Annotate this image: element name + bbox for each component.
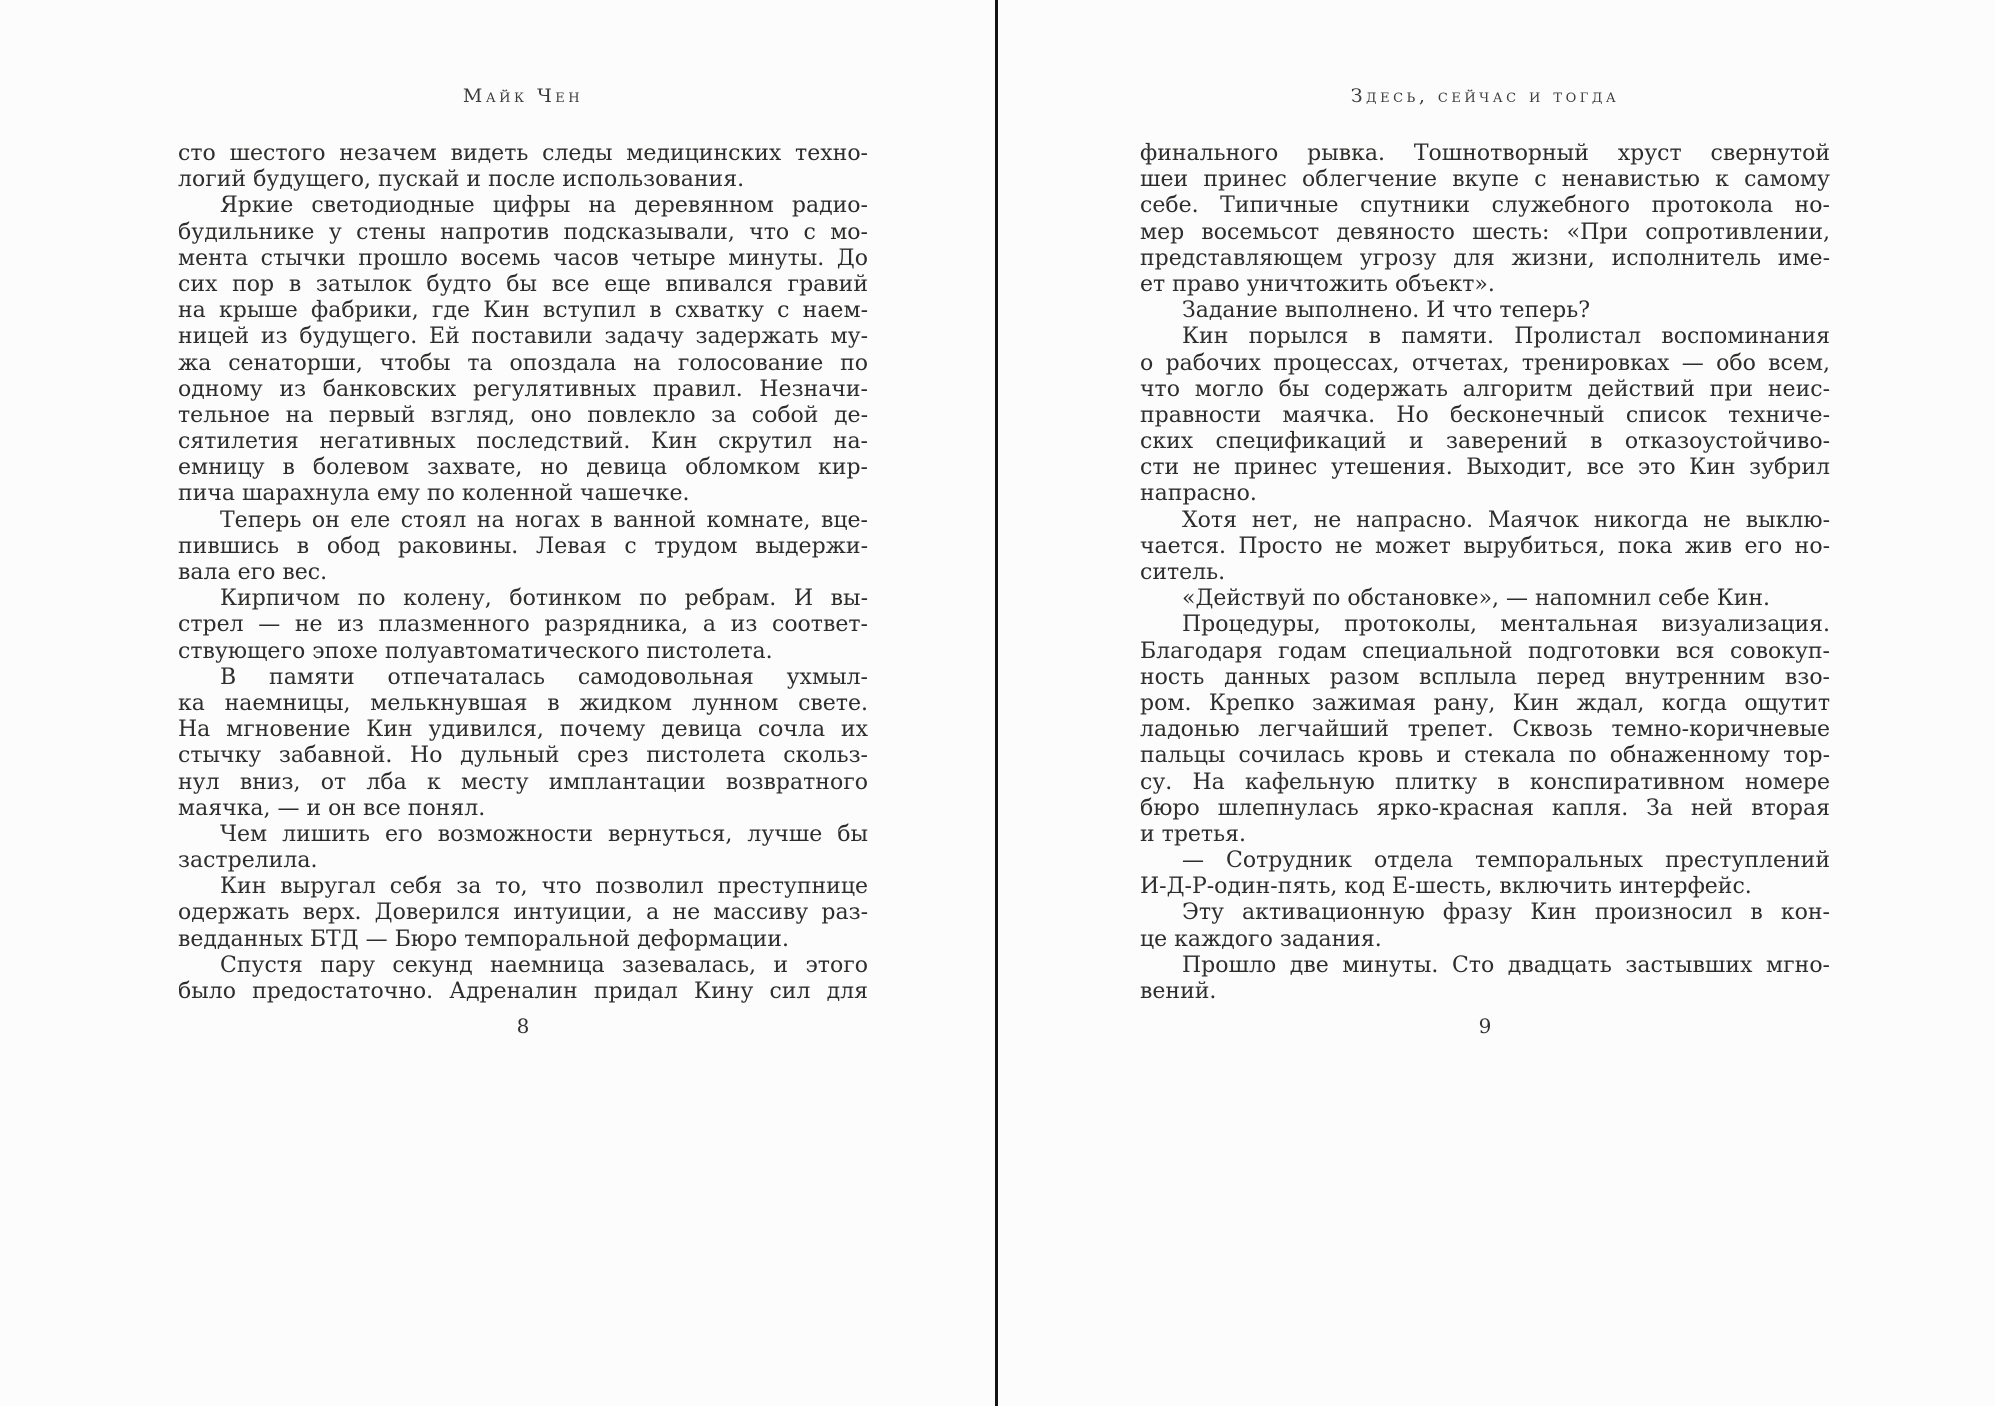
text-line: на крыше фабрики, где Кин вступил в схватку с наем- (178, 298, 868, 324)
text-line: ских спецификаций и заверений в отказоустойчиво- (1140, 429, 1830, 455)
text-line: сто шестого незачем видеть следы медицинских техно- (178, 141, 868, 166)
text-line: и третья. (1140, 821, 1246, 847)
page-number-right: 9 (1478, 1014, 1492, 1038)
text-line: сти не принес утешения. Выходит, все это Кин зубрил (1140, 455, 1830, 481)
text-line: что могло бы содержать алгоритм действий при неис- (1140, 376, 1830, 402)
text-line: ладонью легчайший трепет. Сквозь темно-коричневые (1140, 717, 1830, 743)
text-line: правности маячка. Но бесконечный список техниче- (1140, 402, 1830, 428)
page-left (0, 0, 997, 1406)
text-line: себе. Типичные спутники служебного протокола но- (1140, 193, 1830, 219)
text-line: ром. Крепко зажимая рану, Кин ждал, когда ощутит (1140, 690, 1830, 716)
text-line: стрел — не из плазменного разрядника, а из соответ- (178, 612, 868, 638)
text-line: И-Д-Р-один-пять, код Е-шесть, включить интерфейс. (1140, 874, 1752, 900)
text-line: пившись в обод раковины. Левая с трудом выдержи- (178, 533, 868, 559)
running-header-title: Здесь, сейчас и тогда (1350, 85, 1620, 107)
text-line: вений. (1140, 979, 1217, 1004)
text-line: Спустя пару секунд наемница зазевалась, и этого (220, 952, 868, 978)
text-line: Яркие светодиодные цифры на деревянном радио- (220, 193, 868, 219)
text-line: мента стычки прошло восемь часов четыре минуты. До (178, 245, 868, 271)
text-line: напрасно. (1140, 481, 1257, 507)
text-line: было предостаточно. Адреналин придал Кину сил для (178, 979, 868, 1004)
text-block-left (178, 141, 868, 1005)
text-line: о рабочих процессах, отчетах, тренировках — обо всем, (1140, 350, 1830, 376)
text-line: «Действуй по обстановке», — напомнил себе Кин. (1182, 586, 1771, 612)
text-line: ет право уничтожить объект». (1140, 271, 1495, 297)
text-line: Благодаря годам специальной подготовки вся совокуп- (1140, 638, 1830, 664)
text-line: Теперь он еле стоял на ногах в ванной комнате, вце- (220, 507, 868, 533)
text-line: ствующего эпохе полуавтоматического пистолета. (178, 638, 773, 664)
text-line: пича шарахнула ему по коленной чашечке. (178, 481, 690, 507)
text-line: финального рывка. Тошнотворный хруст свернутой (1140, 141, 1830, 166)
text-line: Процедуры, протоколы, ментальная визуализация. (1182, 612, 1830, 638)
text-line: це каждого задания. (1140, 926, 1382, 952)
text-line: На мгновение Кин удивился, почему девица сочла их (178, 717, 868, 743)
text-line: Кирпичом по колену, ботинком по ребрам. И вы- (220, 586, 868, 612)
text-line: чается. Просто не может вырубиться, пока жив его но- (1140, 533, 1830, 559)
text-line: Чем лишить его возможности вернуться, лучше бы (220, 821, 868, 847)
text-line: будильнике у стены напротив подсказывали, что с мо- (178, 219, 868, 245)
page-number-left: 8 (516, 1014, 530, 1038)
text-line: маячка, — и он все понял. (178, 795, 486, 821)
text-line: застрелила. (178, 848, 318, 874)
text-line: Хотя нет, не напрасно. Маячок никогда не выклю- (1182, 507, 1830, 533)
text-line: ность данных разом всплыла перед внутренним взо- (1140, 664, 1830, 690)
text-line: ситель. (1140, 560, 1226, 585)
text-line: бюро шлепнулась ярко-красная капля. За ней вторая (1140, 795, 1830, 821)
text-line: шеи принес облегчение вкупе с ненавистью к самому (1140, 167, 1830, 193)
text-line: Кин порылся в памяти. Пролистал воспоминания (1182, 324, 1830, 350)
text-line: ницей из будущего. Ей поставили задачу задержать му- (178, 324, 868, 350)
text-line: ведданных БТД — Бюро темпоральной деформации. (178, 926, 789, 952)
text-line: мер восемьсот девяносто шесть: «При сопротивлении, (1140, 219, 1830, 245)
text-line: В памяти отпечаталась самодовольная ухмыл- (220, 664, 868, 690)
text-line: — Сотрудник отдела темпоральных преступлений (1182, 848, 1830, 874)
text-line: вала его вес. (178, 560, 328, 585)
text-line: одержать верх. Доверился интуиции, а не массиву раз- (178, 900, 868, 926)
text-line: сих пор в затылок будто бы все еще впивался гравий (178, 271, 868, 297)
text-block-right (1140, 141, 1830, 1005)
text-line: логий будущего, пускай и после использования. (178, 167, 745, 193)
text-line: тельное на первый взгляд, оно повлекло за собой де- (178, 402, 868, 428)
text-line: ка наемницы, мелькнувшая в жидком лунном свете. (178, 690, 868, 716)
text-line: Эту активационную фразу Кин произносил в кон- (1182, 900, 1830, 926)
text-line: жа сенаторши, чтобы та опоздала на голосование по (178, 350, 868, 376)
text-line: представляющем угрозу для жизни, исполнитель име- (1140, 245, 1830, 271)
text-line: емницу в болевом захвате, но девица обломком кир- (178, 455, 868, 481)
text-line: Прошло две минуты. Сто двадцать застывших мгно- (1182, 952, 1830, 978)
running-header-author: Майк Чен (462, 85, 584, 107)
text-line: Задание выполнено. И что теперь? (1182, 298, 1591, 324)
text-line: одному из банковских регулятивных правил. Незначи- (178, 376, 868, 402)
text-line: пальцы сочилась кровь и стекала по обнаженному тор- (1140, 743, 1830, 769)
text-line: сятилетия негативных последствий. Кин скрутил на- (178, 429, 868, 455)
text-line: нул вниз, от лба к месту имплантации возвратного (178, 769, 868, 795)
text-line: стычку забавной. Но дульный срез пистолета скольз- (178, 743, 868, 769)
page-right (998, 0, 1995, 1406)
text-line: су. На кафельную плитку в конспиративном номере (1140, 769, 1830, 795)
text-line: Кин выругал себя за то, что позволил преступнице (220, 874, 868, 900)
